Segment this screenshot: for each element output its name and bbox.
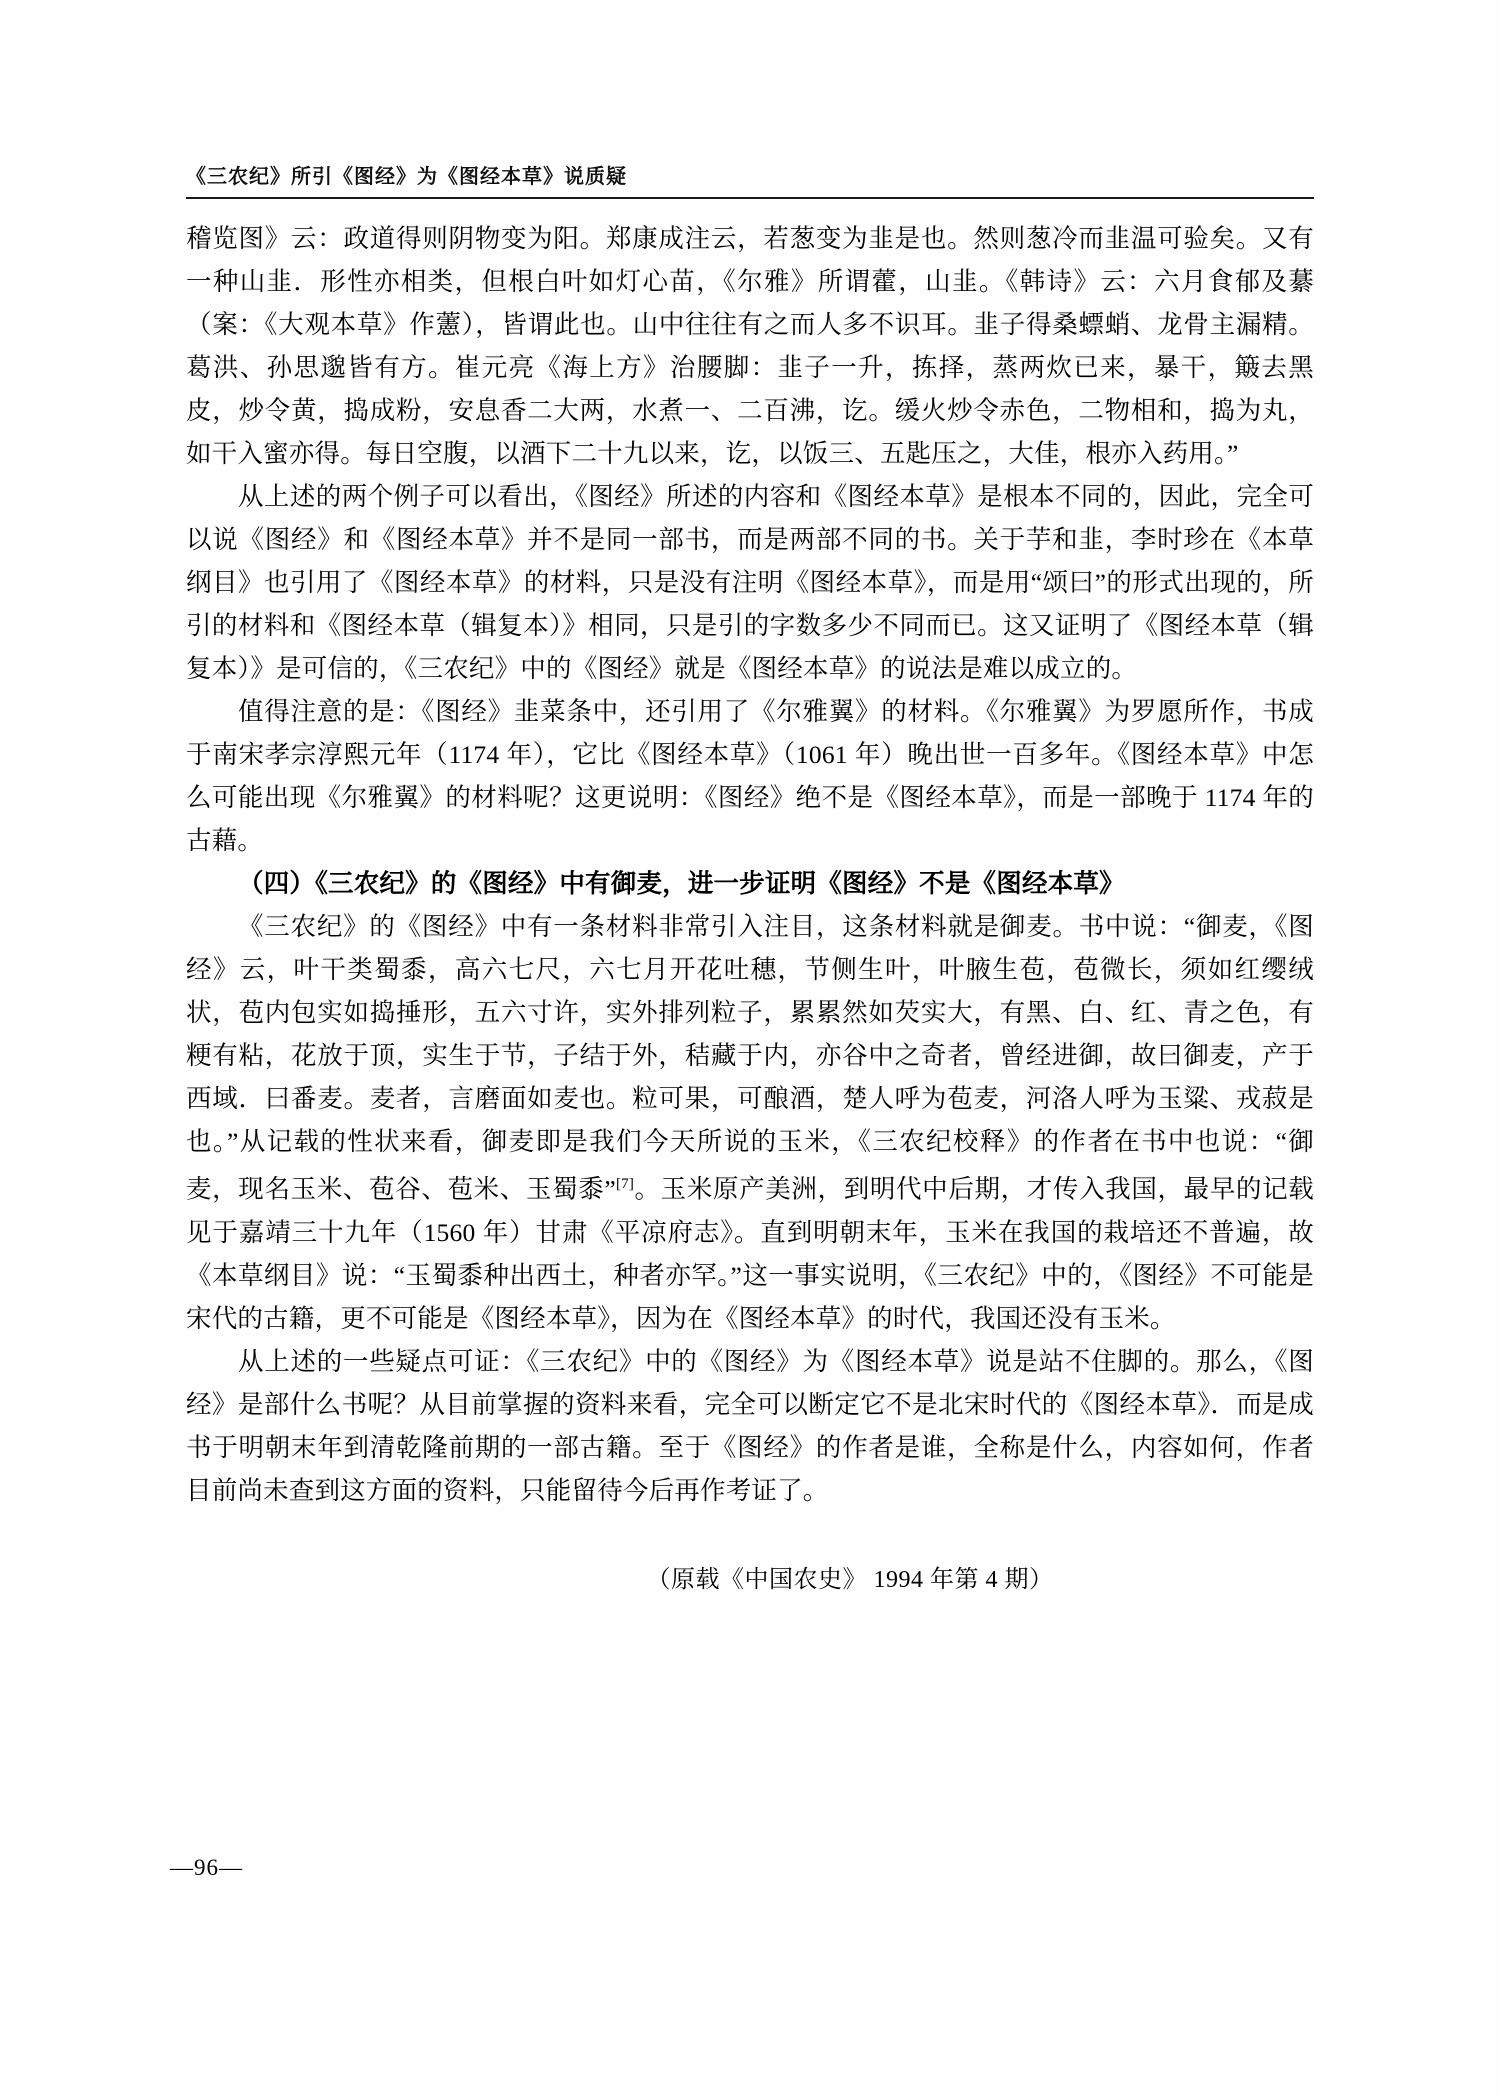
- header-rule: [186, 197, 1314, 199]
- source-note: （原载《中国农史》 1994 年第 4 期）: [646, 1566, 1054, 1593]
- paragraph-1: 稽览图》云：政道得则阴物变为阳。郑康成注云，若葱变为韭是也。然则葱冷而韭温可验矣。又有一种山韭．形性亦相类，但根白叶如灯心苗，《尔雅》所谓藿，山韭。《韩诗》云：六月食郁及藄（案：《大观本草》作藼），皆谓此也。山中往往有之而人多不识耳。韭子得桑螵蛸、龙骨主漏精。葛洪、孙思邈皆有方。崔元亮《海上方》治腰脚：韭子一升，拣择，蒸两炊已来，暴干，簸去黑皮，炒令黄，捣成粉，安息香二大两，水煮一、二百沸，讫。缓火炒令赤色，二物相和，捣为丸，如干入蜜亦得。每日空腹，以酒下二十九以来，讫，以饭三、五匙压之，大佳，根亦入药用。”: [186, 224, 1314, 468]
- paragraph-5: [186, 905, 1314, 1340]
- section-heading-4: （四）《三农纪》的《图经》中有御麦，进一步证明《图经》不是《图经本草》: [238, 869, 1125, 898]
- paragraph-3: 值得注意的是：《图经》韭菜条中，还引用了《尔雅翼》的材料。《尔雅翼》为罗愿所作，书成于南宋孝宗淳熙元年（1174 年），它比《图经本草》（1061 年）晚出世一百多年。《图经本草》中怎么可能出现《尔雅翼》的材料呢？这更说明：《图经》绝不是《图经本草》，而是一部晚于 1174 年的古藉。: [186, 697, 1314, 855]
- running-head: 《三农纪》所引《图经》为《图经本草》说质疑: [186, 166, 627, 188]
- paragraph-2: 从上述的两个例子可以看出，《图经》所述的内容和《图经本草》是根本不同的，因此，完全可以说《图经》和《图经本草》并不是同一部书，而是两部不同的书。关于芋和韭，李时珍在《本草纲目》也引用了《图经本草》的材料，只是没有注明《图经本草》，而是用“颂曰”的形式出现的，所引的材料和《图经本草（辑复本）》相同，只是引的字数多少不同而已。这又证明了《图经本草（辑复本）》是可信的，《三农纪》中的《图经》就是《图经本草》的说法是难以成立的。: [186, 482, 1314, 683]
- paragraph-5-part-2: 。玉米原产美洲，到明代中后期，才传入我国，最早的记载见于嘉靖三十九年（1560 年）甘肃《平凉府志》。直到明朝末年，玉米在我国的栽培还不普遍，故《本草纲目》说：“玉蜀黍种出西土，种者亦罕。”这一事实说明，《三农纪》中的，《图经》不可能是宋代的古籍，更不可能是《图经本草》，因为在《图经本草》的时代，我国还没有玉米。: [186, 1174, 1314, 1333]
- paragraph-5-part-1: 《三农纪》的《图经》中有一条材料非常引入注目，这条材料就是御麦。书中说：“御麦，《图经》云，叶干类蜀黍，高六七尺，六七月开花吐穗，节侧生叶，叶腋生苞，苞微长，须如红缨绒状，苞内包实如捣捶形，五六寸许，实外排列粒子，累累然如芡实大，有黑、白、红、青之色，有粳有粘，花放于顶，实生于节，子结于外，秸藏于内，亦谷中之奇者，曾经进御，故曰御麦，产于西域．曰番麦。麦者，言磨面如麦也。粒可果，可酿酒，楚人呼为苞麦，河洛人呼为玉粱、戎菽是也。”从记载的性状来看，御麦即是我们今天所说的玉米，《三农纪校释》的作者在书中也说：“御麦，现名玉米、苞谷、苞米、玉蜀黍”: [186, 912, 1314, 1204]
- paragraph-6: 从上述的一些疑点可证：《三农纪》中的《图经》为《图经本草》说是站不住脚的。那么，《图经》是部什么书呢？从目前掌握的资料来看，完全可以断定它不是北宋时代的《图经本草》．而是成书于明朝末年到清乾隆前期的一部古籍。至于《图经》的作者是谁，全称是什么，内容如何，作者目前尚未查到这方面的资料，只能留待今后再作考证了。: [186, 1346, 1314, 1505]
- page-content: [186, 160, 1314, 1600]
- footnote-ref-7: [7]: [615, 1176, 635, 1192]
- page-number: —96—: [170, 1855, 243, 1880]
